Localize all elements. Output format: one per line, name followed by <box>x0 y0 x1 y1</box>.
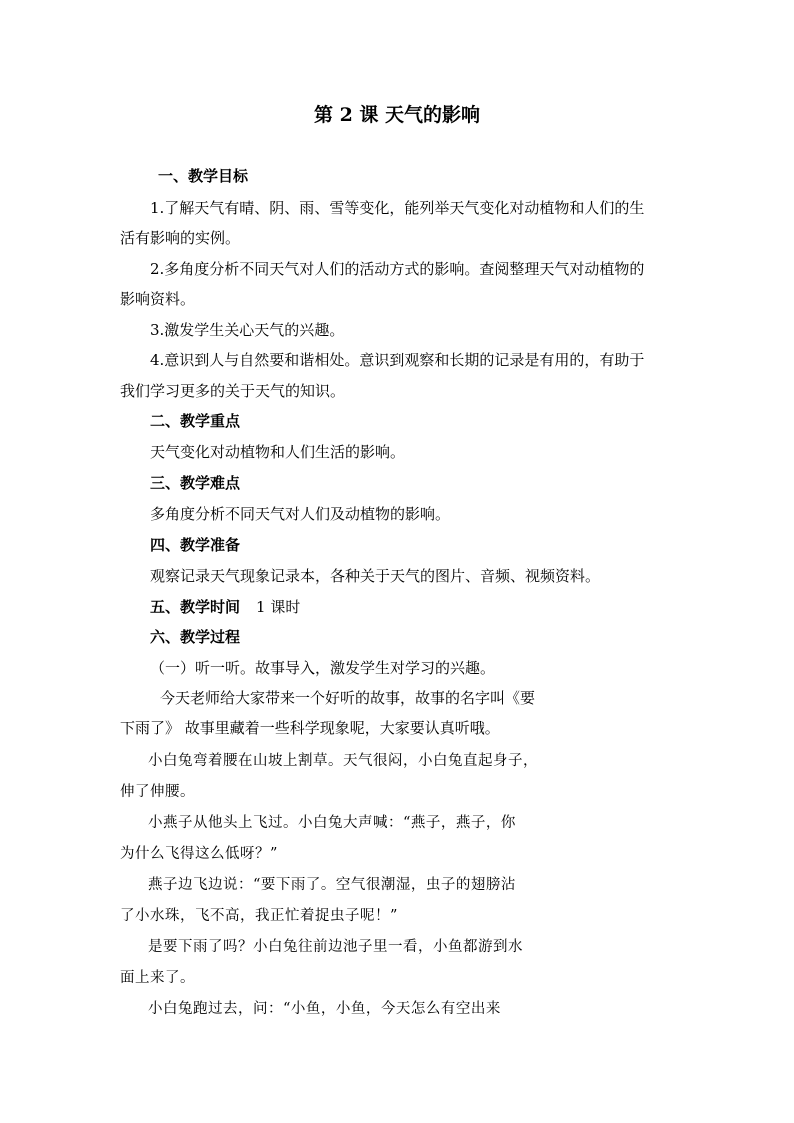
story-paragraph-4-line-2: 面上来了。 <box>120 970 195 986</box>
story-paragraph-4-line-1: 是要下雨了吗？小白兔往前边池子里一看，小鱼都游到水 <box>148 939 523 955</box>
preparation-text: 观察记录天气现象记录本，各种关于天气的图片、音频、视频资料。 <box>150 567 601 585</box>
section-heading-key-points: 二、教学重点 <box>150 412 241 430</box>
time-value: 1 课时 <box>256 598 301 616</box>
story-paragraph-2-line-2: 为什么飞得这么低呀？” <box>120 846 278 862</box>
objective-3: 3.激发学生关心天气的兴趣。 <box>150 321 345 339</box>
story-paragraph-3-line-1: 燕子边飞边说：“要下雨了。空气很潮湿，虫子的翅膀沾 <box>148 877 516 893</box>
story-paragraph-2-line-1: 小燕子从他头上飞过。小白兔大声喊：“燕子，燕子，你 <box>148 815 516 831</box>
story-paragraph-1-line-2: 伸了伸腰。 <box>120 784 195 800</box>
objective-2-line-2: 影响资料。 <box>120 290 196 308</box>
process-step-1: （一）听一听。故事导入，激发学生对学习的兴趣。 <box>150 659 496 677</box>
process-intro-line-1: 今天老师给大家带来一个好听的故事，故事的名字叫《要 <box>160 689 536 707</box>
process-intro-line-2: 下雨了》 故事里藏着一些科学现象呢，大家要认真听哦。 <box>120 719 500 737</box>
section-heading-difficulties: 三、教学难点 <box>150 474 241 492</box>
story-paragraph-5-line-1: 小白兔跑过去，问：“小鱼，小鱼，今天怎么有空出来 <box>148 1001 501 1017</box>
objective-4-line-1: 4.意识到人与自然要和谐相处。意识到观察和长期的记录是有用的，有助于 <box>150 351 645 369</box>
section-heading-preparation: 四、教学准备 <box>150 536 241 554</box>
objective-4-line-2: 我们学习更多的关于天气的知识。 <box>120 382 346 400</box>
section-heading-process: 六、教学过程 <box>150 628 241 646</box>
key-points-text: 天气变化对动植物和人们生活的影响。 <box>150 443 406 461</box>
difficulties-text: 多角度分析不同天气对人们及动植物的影响。 <box>150 505 451 523</box>
objective-2-line-1: 2.多角度分析不同天气对人们的活动方式的影响。查阅整理天气对动植物的 <box>150 260 645 278</box>
story-paragraph-3-line-2: 了小水珠，飞不高，我正忙着捉虫子呢！” <box>120 908 398 924</box>
time-heading-label: 五、教学时间 <box>150 598 241 616</box>
section-heading-objectives: 一、教学目标 <box>158 167 249 185</box>
section-heading-time <box>150 597 300 617</box>
story-paragraph-1-line-1: 小白兔弯着腰在山坡上割草。天气很闷，小白兔直起身子， <box>148 753 538 769</box>
page-title: 第 2 课 天气的影响 <box>313 104 481 126</box>
objective-1-line-1: 1.了解天气有晴、阴、雨、雪等变化，能列举天气变化对动植物和人们的生 <box>150 199 645 217</box>
objective-1-line-2: 活有影响的实例。 <box>120 229 241 247</box>
